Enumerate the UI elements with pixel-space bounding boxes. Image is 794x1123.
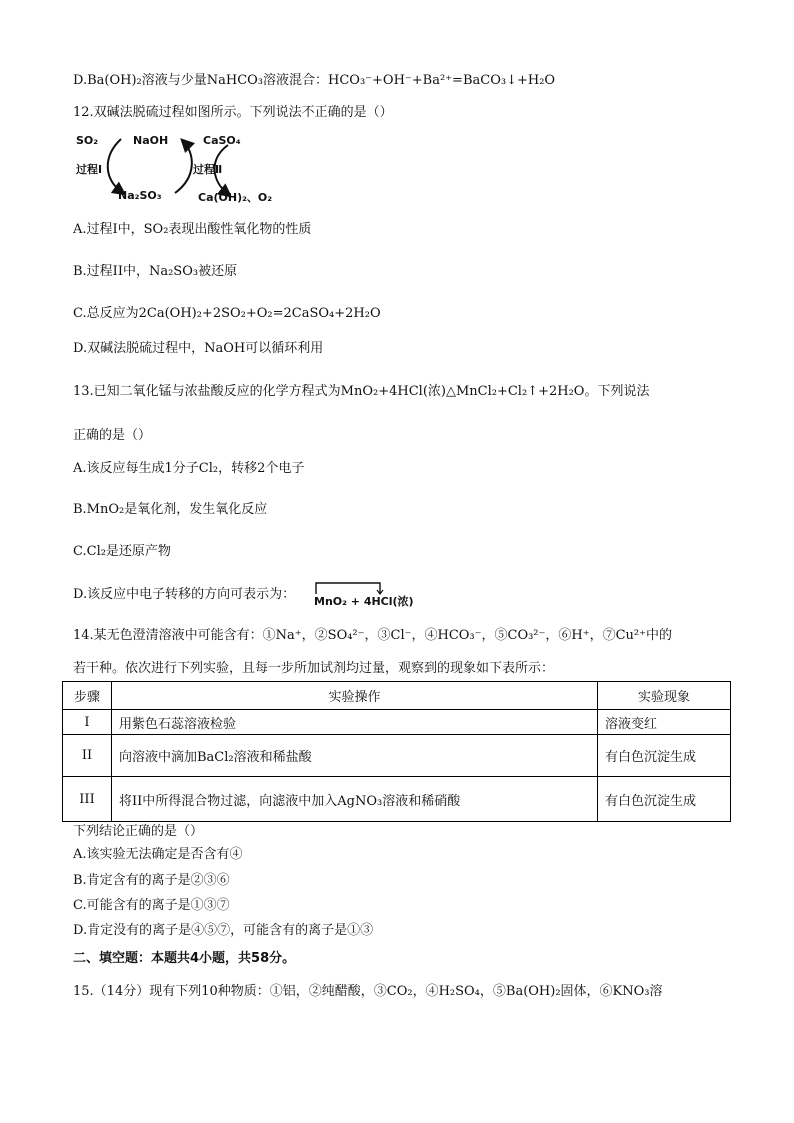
- q12-stem-text: 12.双碱法脱硫过程如图所示。下列说法不正确的是（）: [73, 105, 393, 120]
- q14-stem-line1: [73, 627, 672, 645]
- q15-stem-text: 15.（14分）现有下列10种物质：①铝，②纯醋酸，③CO₂，④H₂SO₄，⑤Ba(OH)₂固体，⑥KNO₃溶: [73, 984, 663, 999]
- row3-operation: 将II中所得混合物过滤，向滤液中加入AgNO₃溶液和稀硝酸: [112, 777, 598, 822]
- q14-option-a: [73, 846, 243, 864]
- desulfurization-diagram: [73, 131, 283, 209]
- table-header-row: [63, 682, 731, 710]
- caoh2-o2-label: Ca(OH)₂、O₂: [198, 191, 273, 204]
- q14-option-d: [73, 922, 373, 940]
- q12-option-b-text: B.过程II中，Na₂SO₃被还原: [73, 264, 238, 279]
- row1-step: I: [63, 710, 112, 735]
- middle-cycle-arrow: [175, 141, 192, 193]
- process-2-label: 过程Ⅱ: [193, 163, 223, 176]
- q13-stem-line1-text: 13.已知二氧化锰与浓盐酸反应的化学方程式为MnO₂+4HCl(浓)△MnCl₂+Cl₂↑+2H₂O。下列说法: [73, 384, 650, 399]
- na2so3-label: Na₂SO₃: [118, 189, 162, 202]
- table-row: [63, 710, 731, 735]
- naoh-label: NaOH: [133, 134, 169, 147]
- left-cycle-arrow: [108, 139, 123, 193]
- q15-stem: [73, 983, 663, 1001]
- q11-option-d: [73, 72, 555, 90]
- q14-conclusion-text: 下列结论正确的是（）: [73, 824, 204, 839]
- q13-option-b: [73, 501, 267, 519]
- q13-stem-line2: [73, 427, 151, 445]
- q13-option-a: [73, 460, 304, 478]
- process-1-label: 过程Ⅰ: [76, 163, 103, 176]
- q12-option-c-text: C.总反应为2Ca(OH)₂+2SO₂+O₂=2CaSO₄+2H₂O: [73, 306, 381, 321]
- header-operation: 实验操作: [112, 682, 598, 710]
- header-step: 步骤: [63, 682, 112, 710]
- q14-stem-line2: [73, 660, 554, 678]
- so2-label: SO₂: [76, 134, 99, 147]
- q14-stem-line1-text: 14.某无色澄清溶液中可能含有：①Na⁺，②SO₄²⁻，③Cl⁻，④HCO₃⁻，⑤CO₃²⁻，⑥H⁺，⑦Cu²⁺中的: [73, 628, 672, 643]
- electron-transfer-diagram: [312, 581, 422, 611]
- q13-stem-line2-text: 正确的是（）: [73, 428, 152, 443]
- q13-option-a-text: A.该反应每生成1分子Cl₂，转移2个电子: [73, 461, 305, 476]
- q14-conclusion: [73, 823, 203, 841]
- q14-option-b-text: B.肯定含有的离子是②③⑥: [73, 873, 230, 888]
- q14-stem-line2-text: 若干种。依次进行下列实验，且每一步所加试剂均过量，观察到的现象如下表所示：: [73, 661, 555, 676]
- row1-phenomenon: 溶液变红: [598, 710, 731, 735]
- q14-option-a-text: A.该实验无法确定是否含有④: [73, 847, 243, 862]
- row2-phenomenon: 有白色沉淀生成: [598, 735, 731, 777]
- q12-option-d: [73, 340, 323, 358]
- q12-option-a-text: A.过程I中，SO₂表现出酸性氧化物的性质: [73, 222, 312, 237]
- q14-option-d-text: D.肯定没有的离子是④⑤⑦，可能含有的离子是①③: [73, 923, 374, 938]
- row1-operation: 用紫色石蕊溶液检验: [112, 710, 598, 735]
- row3-phenomenon: 有白色沉淀生成: [598, 777, 731, 822]
- q13-option-d-text: D.该反应中电子转移的方向可表示为：: [73, 587, 296, 602]
- q13-option-c: [73, 543, 171, 561]
- q12-stem: [73, 104, 393, 122]
- caso4-label: CaSO₄: [203, 134, 241, 147]
- q12-option-d-text: D.双碱法脱硫过程中，NaOH可以循环利用: [73, 341, 324, 356]
- q12-option-c: [73, 305, 381, 323]
- q12-option-a: [73, 221, 311, 239]
- q14-option-c-text: C.可能含有的离子是①③⑦: [73, 898, 230, 913]
- q11-option-d-text: D.Ba(OH)₂溶液与少量NaHCO₃溶液混合：HCO₃⁻+OH⁻+Ba²⁺=BaCO₃↓+H₂O: [73, 73, 556, 88]
- row3-step: III: [63, 777, 112, 822]
- q13-option-c-text: C.Cl₂是还原产物: [73, 544, 171, 559]
- transfer-formula: MnO₂ + 4HCl(浓): [314, 595, 414, 608]
- row2-step: II: [63, 735, 112, 777]
- experiment-table: [62, 681, 731, 822]
- table-row: [63, 777, 731, 822]
- q12-option-b: [73, 263, 237, 281]
- section-title: [73, 950, 295, 968]
- table-row: [63, 735, 731, 777]
- header-phenomenon: 实验现象: [598, 682, 731, 710]
- q13-option-b-text: B.MnO₂是氧化剂，发生氧化反应: [73, 502, 268, 517]
- q14-option-b: [73, 872, 230, 890]
- q13-stem-line1: [73, 383, 649, 401]
- section-title-text: 二、填空题：本题共4小题，共58分。: [73, 951, 296, 966]
- row2-operation: 向溶液中滴加BaCl₂溶液和稀盐酸: [112, 735, 598, 777]
- q14-option-c: [73, 897, 230, 915]
- q13-option-d: [73, 586, 295, 604]
